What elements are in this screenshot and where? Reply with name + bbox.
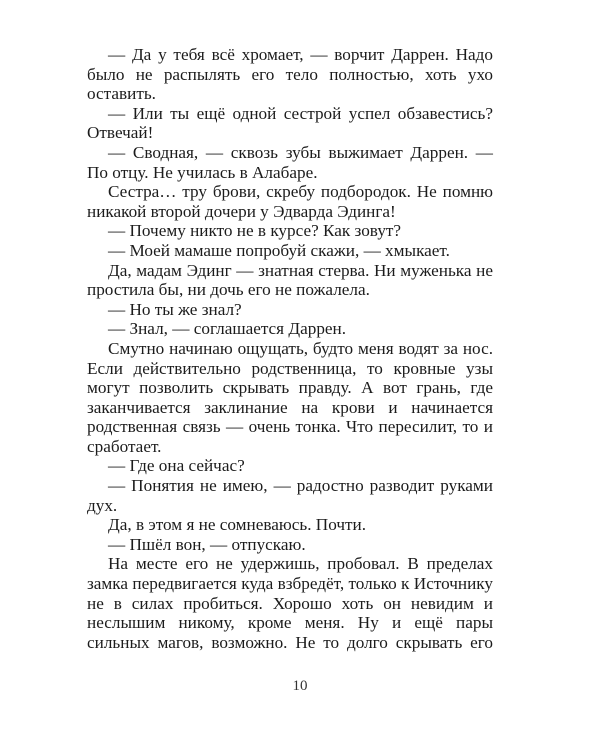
paragraph: На месте его не удержишь, пробовал. В пределах замка передвигается куда взбредёт, только к Источнику не в силах пробиться. Хорошо хоть он невидим и неслышим никому, кроме меня. Ну и ещё пары сильных магов, возможно. Не то долго скрывать его bbox=[87, 554, 493, 652]
paragraph: Да, мадам Эдинг — знатная стерва. Ни муженька не простила бы, ни дочь его не пожалела. bbox=[87, 260, 493, 300]
paragraph: — Моей мамаше попробуй скажи, — хмыкает. bbox=[108, 240, 450, 260]
paragraph: — Пшёл вон, — отпускаю. bbox=[108, 534, 306, 554]
paragraph: Сестра… тру брови, скребу подбородок. Не помню никакой второй дочери у Эдварда Эдинга! bbox=[87, 182, 493, 221]
paragraph: — Почему никто не в курсе? Как зовут? bbox=[108, 221, 402, 241]
book-page-text bbox=[87, 45, 493, 652]
paragraph: — Где она сейчас? bbox=[108, 456, 245, 476]
paragraph: — Да у тебя всё хромает, — ворчит Даррен. Надо было не распылять его тело полностью, хоть ухо оставить. bbox=[87, 45, 493, 104]
paragraph: Да, в этом я не сомневаюсь. Почти. bbox=[108, 515, 367, 535]
paragraph: — Знал, — соглашается Даррен. bbox=[108, 319, 347, 339]
page-number: 10 bbox=[292, 678, 308, 694]
paragraph: Смутно начинаю ощущать, будто меня водят за нос. Если действительно родственница, то кровные узы могут позволить скрывать правду. А вот грань, где заканчивается заклинание на крови и начинается родственная связь — очень тонка. Что пересилит, то и сработает. bbox=[87, 338, 493, 456]
paragraph: — Или ты ещё одной сестрой успел обзавестись? Отвечай! bbox=[87, 103, 493, 143]
paragraph: — Но ты же знал? bbox=[108, 299, 242, 319]
paragraph: — Понятия не имею, — радостно разводит руками дух. bbox=[87, 476, 493, 515]
paragraph: — Сводная, — сквозь зубы выжимает Даррен. — По отцу. Не училась в Алабаре. bbox=[87, 142, 493, 182]
